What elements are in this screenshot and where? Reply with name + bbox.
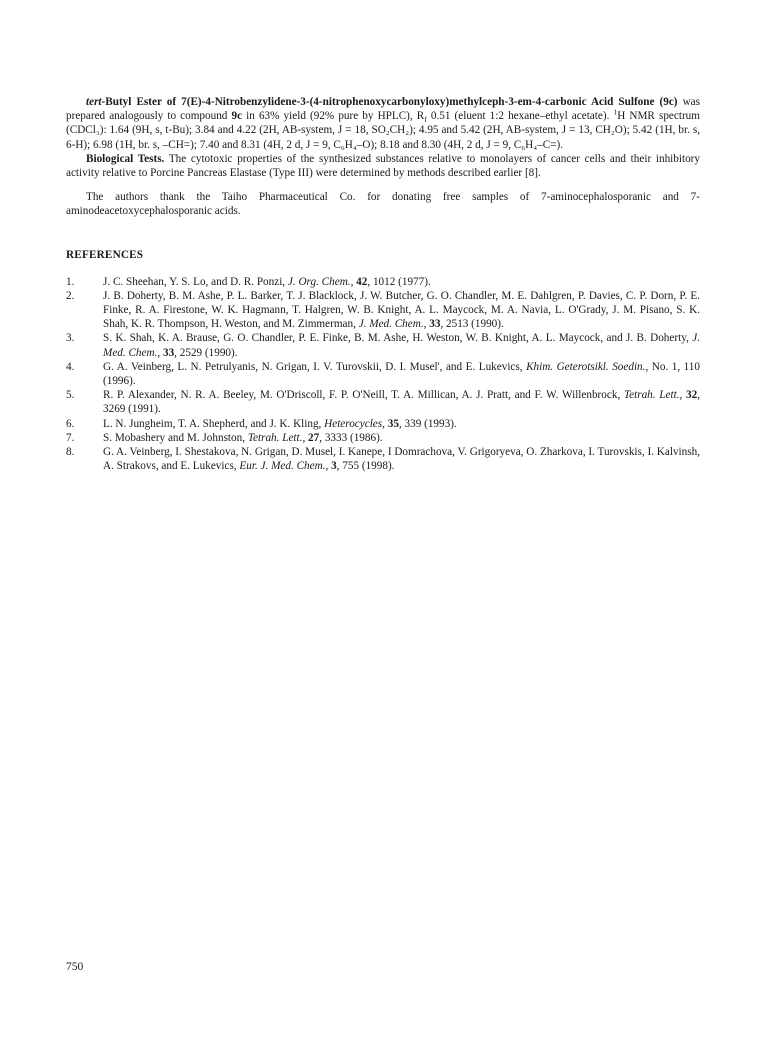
reference-text (103, 360, 700, 388)
reference-volume: 3 (331, 460, 337, 473)
reference-journal: J. Org. Chem. (287, 275, 351, 288)
reference-separator: , (645, 360, 652, 373)
reference-text (103, 275, 700, 289)
reference-volume: 33 (429, 318, 441, 331)
reference-pages-year: No. 1, 110 (1996). (103, 360, 700, 388)
reference-item (66, 360, 700, 388)
reference-journal: Khim. Geterotsikl. Soedin. (526, 360, 646, 373)
reference-pages-year: , 3333 (1986). (319, 431, 383, 444)
reference-text (103, 445, 700, 473)
reference-number: 8. (66, 446, 75, 459)
reference-item (66, 289, 700, 332)
compound-paragraph (66, 95, 700, 152)
reference-text (103, 289, 700, 332)
reference-journal: Heterocycles (324, 417, 383, 430)
reference-separator: , (157, 346, 163, 359)
reference-volume: 42 (356, 275, 368, 288)
reference-number: 1. (66, 275, 75, 288)
references-list (66, 275, 700, 474)
reference-text (103, 331, 700, 359)
reference-item (66, 331, 700, 359)
compound-body-1: was prepared analogously to compound (66, 96, 701, 123)
reference-separator: , (679, 389, 687, 402)
reference-number: 7. (66, 431, 75, 444)
compound-body-2: in 63% yield (92% pure by HPLC), R (242, 110, 425, 123)
reference-pages-year: , 2529 (1990). (174, 346, 238, 359)
reference-pages-year: , 339 (1993). (398, 417, 457, 430)
reference-separator: , (325, 460, 332, 473)
reference-authors: R. P. Alexander, N. R. A. Beeley, M. O'Driscoll, F. P. O'Neill, T. A. Millican, A. J. Pratt, and F. W. Willenbrock, (103, 389, 624, 402)
reference-item (66, 417, 700, 431)
page-number: 750 (66, 961, 84, 973)
reference-number: 5. (66, 389, 75, 402)
reference-item (66, 431, 700, 445)
reference-authors: G. A. Veinberg, L. N. Petrulyanis, N. Grigan, I. V. Turovskii, D. I. Musel', and E. Lukevics, (103, 360, 527, 373)
reference-text (103, 417, 700, 431)
references-heading: REFERENCES (66, 248, 144, 261)
reference-journal: Tetrah. Lett. (623, 389, 680, 402)
compound-ref: 9c (231, 110, 243, 123)
biological-tests-heading: Biological Tests. (86, 152, 165, 165)
reference-volume: 32 (686, 389, 698, 402)
reference-text (103, 388, 700, 416)
reference-item (66, 445, 700, 473)
reference-number: 4. (66, 360, 75, 373)
reference-pages-year: , 2513 (1990). (440, 318, 504, 331)
reference-journal: J. Med. Chem. (103, 332, 700, 359)
rf-subscript: f (424, 115, 427, 125)
reference-volume: 27 (308, 431, 320, 444)
reference-authors: L. N. Jungheim, T. A. Shepherd, and J. K. Kling, (103, 417, 325, 430)
reference-volume: 35 (387, 417, 399, 430)
page-body (66, 95, 700, 473)
reference-journal: J. Med. Chem. (358, 318, 424, 331)
reference-authors: J. B. Doherty, B. M. Ashe, P. L. Barker, T. J. Blacklock, J. W. Butcher, G. O. Chandler, M. E. Dahlgren, P. Davies, C. P. Dorn, P. E. Finke, R. A. Firestone, W. K. Hagmann, T. Halgren, W. B. Knight, A. L. Maycock, M. A. Navia, L. O'Grady, J. M. Pisano, S. K. Shah, K. R. Thompson, H. Weston, and M. Zimmerman, (103, 289, 700, 331)
reference-pages-year: , 755 (1998). (336, 460, 395, 473)
reference-number: 6. (66, 417, 75, 430)
compound-body-4: H NMR spectrum (CDCl₃): 1.64 (9H, s, t-Bu); 3.84 and 4.22 (2H, AB-system, J = 18, SO₂CH₂); 4.95 and 5.42 (2H, AB-system, J = 13, CH₂O); 5.42 (1H, br. s, 6-H); 6.98 (1H, br. s, –CH=); 7.40 and 8.31 (4H, 2 d, J = 9, C₆H₄–O); 8.18 and 8.30 (4H, 2 d, J = 9, C₆H₄–C=). (66, 110, 700, 151)
biological-tests-paragraph (66, 152, 700, 180)
reference-item (66, 275, 700, 289)
reference-text (103, 431, 700, 445)
reference-separator: , (302, 431, 309, 444)
reference-pages-year: , 1012 (1977). (367, 275, 431, 288)
biological-tests-body: The cytotoxic properties of the synthesized substances relative to monolayers of cancer cells and their inhibitory activity relative to Porcine Pancreas Elastase (Type III) were determined by methods described earlier [8]. (66, 152, 700, 180)
reference-journal: Eur. J. Med. Chem. (239, 460, 326, 473)
compound-title: -Butyl Ester of 7(E)-4-Nitrobenzylidene-3-(4-nitrophenoxycarbonyloxy)methylceph-3-em-4-carbonic Acid Sulfone (9c) (101, 96, 678, 108)
reference-volume: 33 (162, 346, 175, 359)
reference-separator: , (382, 417, 388, 430)
reference-separator: , (350, 275, 357, 288)
reference-authors: J. C. Sheehan, Y. S. Lo, and D. R. Ponzi, (103, 275, 288, 288)
reference-number: 2. (66, 289, 75, 302)
nmr-superscript: 1 (613, 107, 618, 117)
reference-journal: Tetrah. Lett. (247, 431, 303, 444)
reference-number: 3. (66, 332, 75, 345)
reference-pages-year: , 3269 (1991). (103, 389, 701, 416)
reference-authors: S. K. Shah, K. A. Brause, G. O. Chandler, P. E. Finke, B. M. Ashe, H. Weston, W. B. Knight, A. L. Maycock, and J. B. Doherty, (103, 332, 693, 345)
reference-authors: G. A. Veinberg, I. Shestakova, N. Grigan, D. Musel, I. Kanepe, I Domrachova, V. Grigoryeva, O. Zharkova, I. Turovskis, I. Kalvinsh, A. Strakovs, and E. Lukevics, (103, 446, 700, 473)
reference-separator: , (423, 318, 430, 331)
reference-item (66, 388, 700, 416)
acknowledgement-paragraph: The authors thank the Taiho Pharmaceutical Co. for donating free samples of 7-aminocephalosporanic and 7-aminodeacetoxycephalosporanic acids. (66, 191, 700, 218)
compound-body-3: 0.51 (eluent 1:2 hexane–ethyl acetate). (426, 110, 614, 123)
compound-title-italic: tert (86, 96, 102, 108)
reference-authors: S. Mobashery and M. Johnston, (103, 431, 248, 444)
